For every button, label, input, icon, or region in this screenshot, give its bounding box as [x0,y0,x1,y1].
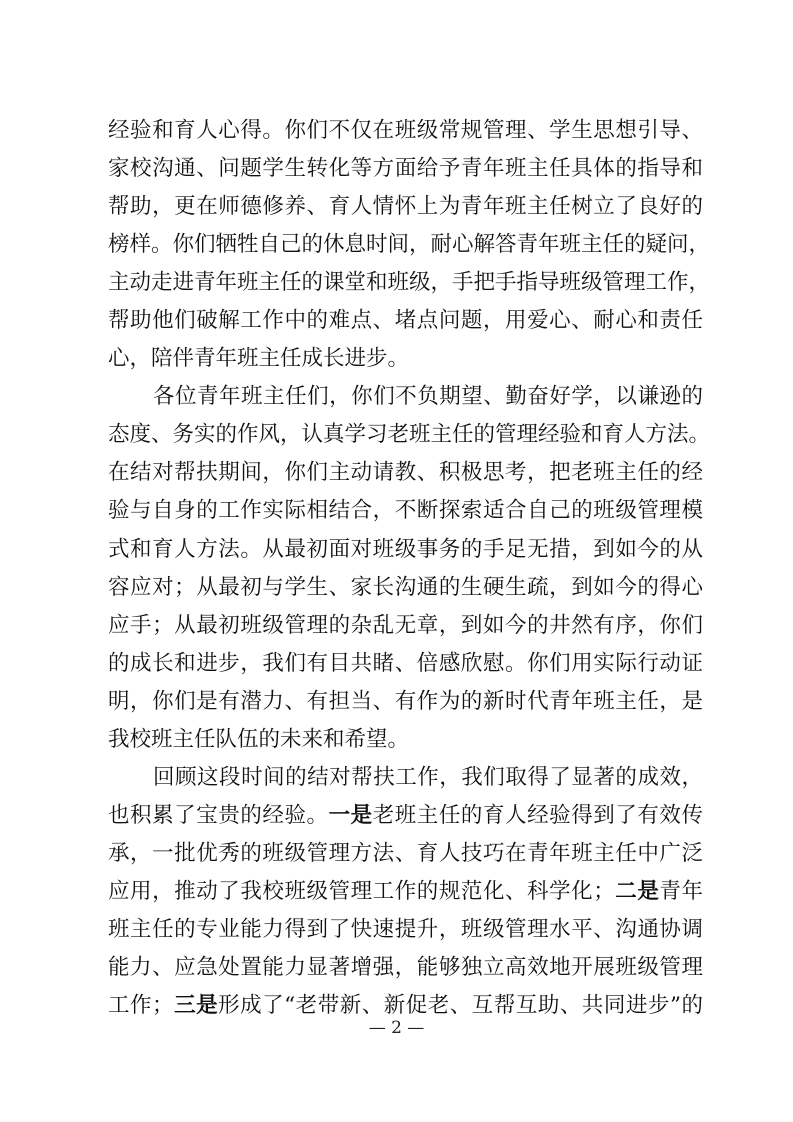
text-segment: 经验和育人心得。你们不仅在班级常规管理、学生思想引导、 [108,118,703,143]
text-line [108,683,703,721]
text-segment: 老班主任的育人经验得到了有效传 [372,802,703,828]
text-line [108,150,703,188]
text-segment: 的成长和进步，我们有目共睹、倍感欣慰。你们用实际行动证 [108,650,703,676]
text-segment: 帮助，更在师德修养、育人情怀上为青年班主任树立了良好的 [108,194,703,220]
text-line [108,264,711,302]
text-line [108,721,703,759]
text-line [108,797,703,835]
text-segment: 容应对；从最初与学生、家长沟通的生硬生疏，到如今的得心 [108,574,703,600]
text-line [108,188,703,226]
text-line [108,226,711,264]
text-segment: 式和育人方法。从最初面对班级事务的手足无措，到如今的从 [108,536,703,562]
text-line [108,911,703,949]
text-line [108,835,703,873]
text-line [108,340,703,378]
text-segment: 验与自身的工作实际相结合，不断探索适合自己的班级管理模 [108,498,703,524]
bold-text: 三是 [173,993,219,1019]
text-line [108,302,703,340]
text-segment: 帮助他们破解工作中的难点、堵点问题，用爱心、耐心和责任 [108,308,703,334]
text-segment: 榜样。你们牺牲自己的休息时间，耐心解答青年班主任的疑问， [108,232,711,258]
text-line [108,607,703,645]
text-line [108,873,703,911]
text-segment: 能力、应急处置能力显著增强，能够独立高效地开展班级管理 [108,955,703,981]
page-number: — 2 — [368,1018,425,1038]
text-segment: 承，一批优秀的班级管理方法、育人技巧在青年班主任中广泛 [108,840,703,866]
text-line [108,531,703,569]
text-segment: 青年 [659,878,703,904]
document-body [108,112,711,1025]
text-line [108,378,703,416]
text-segment: 也积累了宝贵的经验。 [108,802,329,828]
text-line [108,112,703,150]
text-segment: 工作； [108,993,174,1019]
text-segment: 心，陪伴青年班主任成长进步。 [108,346,410,372]
text-segment: 我校班主任队伍的未来和希望。 [108,726,410,752]
text-line [108,949,703,987]
text-segment: 班主任的专业能力得到了快速提升，班级管理水平、沟通协调 [108,916,703,942]
paragraph [108,378,711,758]
text-line [108,645,703,683]
paragraph [108,759,703,1025]
text-segment: 回顾这段时间的结对帮扶工作，我们取得了显著的成效， [153,764,703,790]
text-segment: 形成了“老带新、新促老、互帮互助、共同进步”的 [218,993,703,1019]
text-segment: 家校沟通、问题学生转化等方面给予青年班主任具体的指导和 [108,156,703,182]
text-line [108,569,703,607]
text-segment: 应用，推动了我校班级管理工作的规范化、科学化； [108,878,615,904]
text-line [108,759,703,797]
text-segment: 态度、务实的作风，认真学习老班主任的管理经验和育人方法。 [108,422,711,448]
bold-text: 一是 [328,802,373,828]
text-segment: 明，你们是有潜力、有担当、有作为的新时代青年班主任，是 [108,688,703,714]
text-segment: 各位青年班主任们，你们不负期望、勤奋好学，以谦逊的 [153,384,703,410]
text-line [108,416,711,454]
text-line [108,454,703,492]
text-line [108,492,703,530]
text-segment: 主动走进青年班主任的课堂和班级，手把手指导班级管理工作， [108,270,711,296]
paragraph [108,112,711,378]
text-segment: 应手；从最初班级管理的杂乱无章，到如今的井然有序，你们 [108,612,703,638]
bold-text: 二是 [614,878,660,904]
text-segment: 在结对帮扶期间，你们主动请教、积极思考，把老班主任的经 [108,460,703,486]
